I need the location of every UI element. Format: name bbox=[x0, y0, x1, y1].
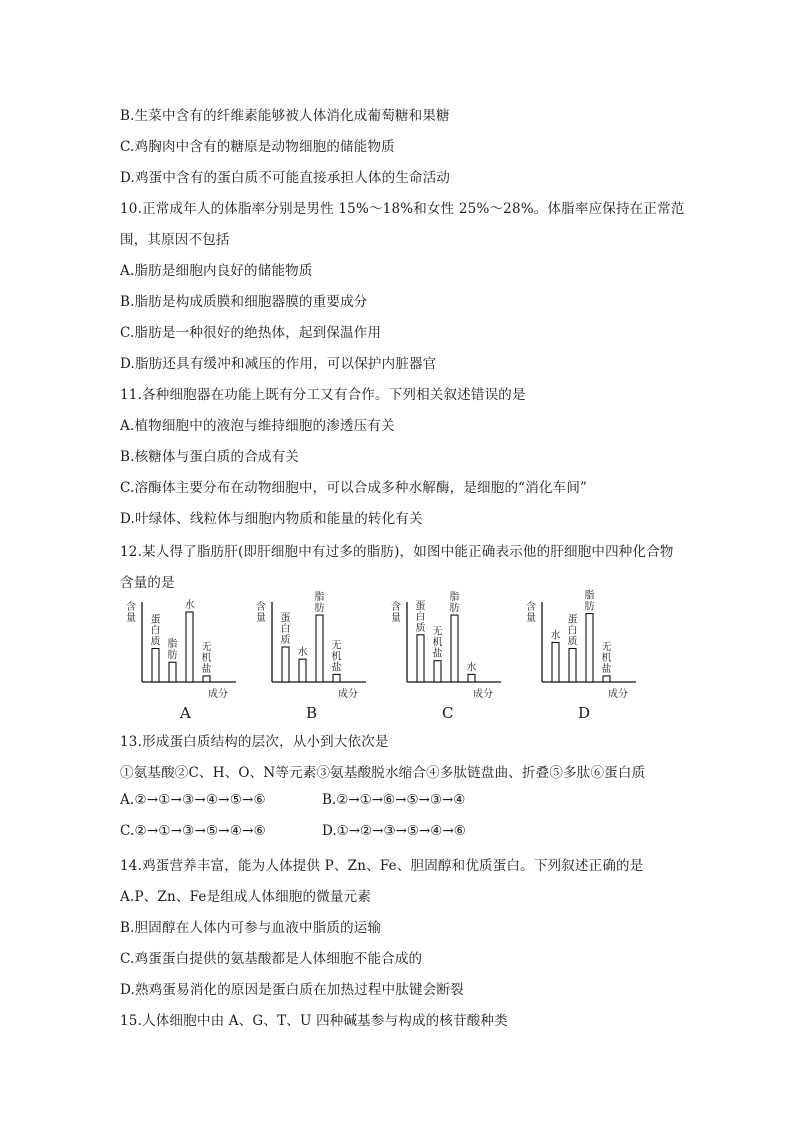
q13-stem: 13.形成蛋白质结构的层次，从小到大依次是 bbox=[120, 734, 389, 750]
chart-b-letter: B bbox=[306, 704, 318, 722]
q11-option-d: D.叶绿体、线粒体与细胞内物质和能量的转化有关 bbox=[120, 511, 423, 527]
bar-label-4: 无机盐 bbox=[201, 641, 212, 675]
bar-label-2: 蛋白质 bbox=[567, 614, 578, 648]
q13-option-b: B.②→①→⑥→⑤→③→④ bbox=[322, 792, 466, 808]
q9-option-c: C.鸡胸肉中含有的糖原是动物细胞的储能物质 bbox=[120, 139, 395, 155]
q12-stem-line2: 含量的是 bbox=[120, 575, 175, 591]
chart-a bbox=[124, 598, 244, 702]
chart-a-svg bbox=[124, 598, 244, 702]
q11-stem: 11.各种细胞器在功能上既有分工又有合作。下列相关叙述错误的是 bbox=[120, 387, 526, 403]
bar-label-3: 脂肪 bbox=[449, 592, 460, 615]
bar-4 bbox=[203, 676, 210, 682]
q15-stem: 15.人体细胞中由 A、G、T、U 四种碱基参与构成的核苷酸种类 bbox=[120, 1013, 508, 1029]
chart-a-letter: A bbox=[180, 704, 191, 722]
bar-1 bbox=[282, 647, 289, 682]
chart-d bbox=[524, 590, 644, 702]
x-axis-label: 成分 bbox=[608, 689, 628, 700]
q10-option-c: C.脂肪是一种很好的绝热体，起到保温作用 bbox=[120, 325, 382, 341]
chart-c bbox=[389, 592, 509, 702]
q11-option-b: B.核糖体与蛋白质的合成有关 bbox=[120, 449, 300, 465]
bar-label-4: 无机盐 bbox=[331, 640, 342, 674]
chart-b-svg bbox=[254, 592, 374, 702]
y-axis-label: 含量 bbox=[126, 602, 136, 624]
bar-1 bbox=[417, 635, 424, 682]
q13-items: ①氨基酸②C、H、O、N等元素③氨基酸脱水缩合④多肽链盘曲、折叠⑤多肽⑥蛋白质 bbox=[120, 765, 646, 781]
bar-label-2: 水 bbox=[297, 647, 308, 659]
bar-3 bbox=[586, 614, 593, 682]
q14-stem: 14.鸡蛋营养丰富，能为人体提供 P、Zn、Fe、胆固醇和优质蛋白。下列叙述正确的是 bbox=[120, 858, 644, 874]
bar-label-1: 蛋白质 bbox=[150, 614, 161, 648]
q13-option-a: A.②→①→③→④→⑤→⑥ bbox=[120, 792, 266, 808]
y-axis-label: 含量 bbox=[256, 602, 266, 624]
bar-2 bbox=[169, 662, 176, 682]
bar-2 bbox=[434, 661, 441, 682]
bar-3 bbox=[451, 615, 458, 682]
q14-option-d: D.熟鸡蛋易消化的原因是蛋白质在加热过程中肽键会断裂 bbox=[120, 982, 464, 998]
q12-stem-line1: 12.某人得了脂肪肝(即肝细胞中有过多的脂肪)，如图中能正确表示他的肝细胞中四种化合物 bbox=[120, 544, 674, 560]
q10-option-a: A.脂肪是细胞内良好的储能物质 bbox=[120, 263, 313, 279]
q13-option-c: C.②→①→③→⑤→④→⑥ bbox=[120, 823, 266, 839]
bar-2 bbox=[299, 659, 306, 682]
bar-label-1: 水 bbox=[550, 630, 561, 642]
chart-d-svg bbox=[524, 590, 644, 702]
bar-4 bbox=[603, 676, 610, 682]
q14-option-a: A.P、Zn、Fe是组成人体细胞的微量元素 bbox=[120, 889, 372, 905]
bar-label-4: 水 bbox=[466, 662, 477, 674]
bar-label-1: 蛋白质 bbox=[415, 600, 426, 634]
q10-option-d: D.脂肪还具有缓冲和减压的作用，可以保护内脏器官 bbox=[120, 356, 437, 372]
x-axis-label: 成分 bbox=[473, 689, 493, 700]
y-axis-label: 含量 bbox=[526, 602, 536, 624]
q9-option-d: D.鸡蛋中含有的蛋白质不可能直接承担人体的生命活动 bbox=[120, 170, 451, 186]
chart-b bbox=[254, 592, 374, 702]
q13-option-d: D.①→②→③→⑤→④→⑥ bbox=[322, 823, 466, 839]
bar-4 bbox=[468, 674, 475, 682]
chart-d-letter: D bbox=[578, 704, 591, 722]
bar-3 bbox=[316, 615, 323, 682]
bar-label-2: 脂肪 bbox=[167, 639, 178, 662]
y-axis-label: 含量 bbox=[391, 602, 401, 624]
q11-option-a: A.植物细胞中的液泡与维持细胞的渗透压有关 bbox=[120, 418, 395, 434]
chart-c-svg bbox=[389, 592, 509, 702]
q14-option-b: B.胆固醇在人体内可参与血液中脂质的运输 bbox=[120, 920, 382, 936]
q10-stem-line1: 10.正常成年人的体脂率分别是男性 15%～18%和女性 25%～28%。体脂率应保持在正常范 bbox=[120, 201, 685, 217]
bar-label-3: 水 bbox=[184, 600, 195, 611]
chart-c-letter: C bbox=[442, 704, 454, 722]
bar-label-1: 蛋白质 bbox=[280, 613, 291, 646]
bar-label-3: 脂肪 bbox=[584, 590, 595, 613]
x-axis-label: 成分 bbox=[208, 689, 228, 700]
bar-1 bbox=[152, 649, 159, 682]
bar-label-4: 无机盐 bbox=[601, 641, 612, 675]
q10-option-b: B.脂肪是构成质膜和细胞器膜的重要成分 bbox=[120, 294, 368, 310]
q9-option-b: B.生菜中含有的纤维素能够被人体消化成葡萄糖和果糖 bbox=[120, 108, 450, 124]
q10-stem-line2: 围，其原因不包括 bbox=[120, 232, 230, 248]
x-axis-label: 成分 bbox=[338, 689, 358, 700]
bar-1 bbox=[552, 642, 559, 682]
bar-4 bbox=[333, 674, 340, 682]
bar-label-3: 脂肪 bbox=[314, 592, 325, 615]
bar-3 bbox=[186, 612, 193, 682]
q11-option-c: C.溶酶体主要分布在动物细胞中，可以合成多种水解酶，是细胞的“消化车间” bbox=[120, 480, 588, 496]
bar-label-2: 无机盐 bbox=[432, 626, 443, 660]
q14-option-c: C.鸡蛋蛋白提供的氨基酸都是人体细胞不能合成的 bbox=[120, 951, 423, 967]
bar-2 bbox=[569, 649, 576, 682]
